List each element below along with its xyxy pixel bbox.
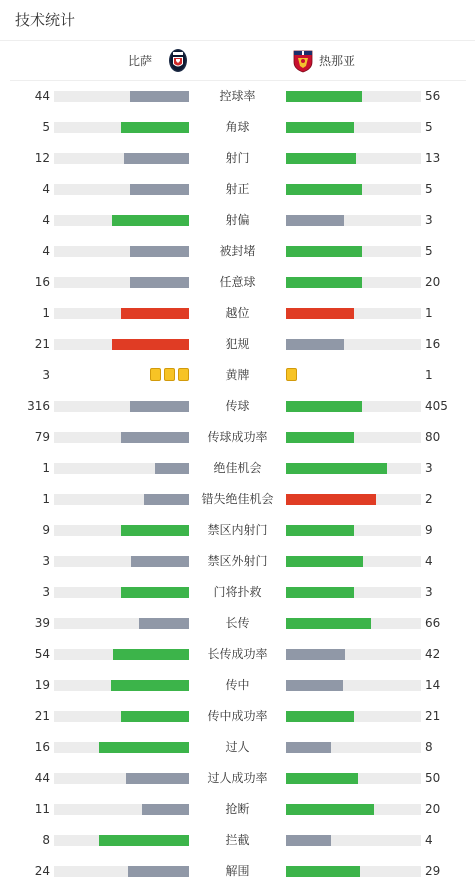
away-stat-value: 16 [425, 337, 441, 351]
home-bar-fill [130, 401, 189, 412]
home-stat-value: 24 [34, 864, 50, 878]
genoa-crest-icon [293, 48, 313, 73]
away-bar-fill [286, 835, 331, 846]
stat-label: 过人 [225, 740, 250, 754]
away-bar-track [286, 618, 421, 629]
away-bar-fill [286, 184, 362, 195]
stat-row [0, 670, 475, 701]
home-bar-fill [121, 711, 189, 722]
home-stat-value: 5 [42, 120, 50, 134]
away-bar-track [286, 835, 421, 846]
home-stat-value: 3 [42, 585, 50, 599]
stat-label: 控球率 [219, 89, 256, 103]
away-bar-fill [286, 804, 374, 815]
stat-row [0, 515, 475, 546]
home-bar-fill [142, 804, 189, 815]
away-bar-fill [286, 556, 363, 567]
home-bar-fill [99, 742, 189, 753]
pisa-crest-icon [168, 48, 188, 73]
home-bar-track [54, 277, 189, 288]
away-bar-track [286, 711, 421, 722]
away-bar-fill [286, 122, 354, 133]
yellow-card-icon [178, 368, 189, 381]
home-bar-fill [130, 246, 189, 257]
home-team-name: 比萨 [127, 54, 152, 68]
stat-row [0, 763, 475, 794]
stat-row [0, 236, 475, 267]
yellow-card-icon [286, 368, 297, 381]
away-stat-value: 5 [425, 182, 433, 196]
home-bar-fill [121, 122, 189, 133]
stat-label: 传中 [225, 678, 250, 692]
home-stat-value: 1 [42, 306, 50, 320]
stat-label: 拦截 [225, 833, 250, 847]
home-bar-track [54, 866, 189, 877]
home-stat-value: 44 [34, 89, 50, 103]
away-stat-value: 3 [425, 585, 433, 599]
away-stat-value: 9 [425, 523, 433, 537]
home-bar-fill [99, 835, 189, 846]
stat-row [0, 701, 475, 732]
stat-label: 射偏 [225, 213, 250, 227]
home-stat-value: 21 [34, 709, 50, 723]
stat-label: 长传 [225, 616, 250, 630]
away-stat-value: 3 [425, 213, 433, 227]
stat-row [0, 422, 475, 453]
stat-label: 射正 [225, 182, 250, 196]
away-bar-fill [286, 339, 344, 350]
stat-label: 射门 [225, 151, 250, 165]
stat-row [0, 577, 475, 608]
home-bar-track [54, 91, 189, 102]
stat-label: 任意球 [219, 275, 256, 289]
away-team-name: 热那亚 [319, 54, 356, 68]
away-stat-value: 21 [425, 709, 441, 723]
home-stat-value: 316 [27, 399, 50, 413]
away-bar-fill [286, 587, 354, 598]
home-bar-fill [128, 866, 189, 877]
home-bar-track [54, 649, 189, 660]
away-bar-fill [286, 618, 371, 629]
home-stat-value: 9 [42, 523, 50, 537]
home-bar-fill [124, 153, 189, 164]
away-bar-track [286, 91, 421, 102]
home-stat-value: 79 [34, 430, 50, 444]
home-bar-track [54, 556, 189, 567]
home-bar-fill [111, 680, 189, 691]
stat-label: 被封堵 [219, 244, 256, 258]
away-bar-track [286, 494, 421, 505]
away-bar-track [286, 525, 421, 536]
away-stat-value: 405 [425, 399, 448, 413]
home-bar-track [54, 246, 189, 257]
away-stat-value: 42 [425, 647, 441, 661]
home-yellow-cards [150, 368, 189, 381]
stat-label: 绝佳机会 [213, 461, 262, 475]
home-bar-track [54, 215, 189, 226]
stat-row [0, 329, 475, 360]
home-bar-track [54, 153, 189, 164]
stat-row [0, 267, 475, 298]
away-bar-fill [286, 773, 358, 784]
page-title: 技术统计 [15, 11, 76, 29]
stat-row [0, 453, 475, 484]
home-stat-value: 4 [42, 182, 50, 196]
stat-label: 传球成功率 [207, 430, 268, 444]
away-stat-value: 4 [425, 833, 433, 847]
stat-label: 错失绝佳机会 [201, 492, 274, 506]
teams-row [10, 41, 466, 81]
stat-row [0, 608, 475, 639]
away-bar-track [286, 680, 421, 691]
home-stat-value: 19 [34, 678, 50, 692]
home-bar-track [54, 835, 189, 846]
home-bar-track [54, 618, 189, 629]
yellow-card-icon [150, 368, 161, 381]
home-bar-track [54, 463, 189, 474]
home-bar-fill [144, 494, 189, 505]
away-bar-fill [286, 153, 356, 164]
stat-label: 黄牌 [225, 368, 250, 382]
home-bar-track [54, 184, 189, 195]
away-bar-track [286, 246, 421, 257]
home-bar-track [54, 804, 189, 815]
home-bar-track [54, 401, 189, 412]
away-bar-track [286, 742, 421, 753]
away-bar-track [286, 401, 421, 412]
stats-header [0, 0, 475, 41]
away-stat-value: 14 [425, 678, 441, 692]
stat-label: 长传成功率 [207, 647, 268, 661]
home-stat-value: 4 [42, 244, 50, 258]
home-bar-fill [121, 432, 189, 443]
away-bar-track [286, 432, 421, 443]
away-bar-track [286, 804, 421, 815]
stat-row [0, 112, 475, 143]
away-bar-fill [286, 401, 362, 412]
away-bar-fill [286, 680, 343, 691]
away-stat-value: 20 [425, 802, 441, 816]
stat-label: 传球 [225, 399, 250, 413]
away-stat-value: 29 [425, 864, 441, 878]
stat-row [0, 143, 475, 174]
home-bar-fill [139, 618, 189, 629]
away-stat-value: 3 [425, 461, 433, 475]
stat-row [0, 856, 475, 887]
home-bar-fill [130, 184, 189, 195]
home-bar-track [54, 122, 189, 133]
home-stat-value: 54 [34, 647, 50, 661]
home-bar-fill [121, 525, 189, 536]
away-bar-fill [286, 711, 354, 722]
away-bar-fill [286, 277, 362, 288]
away-bar-track [286, 339, 421, 350]
away-stat-value: 1 [425, 306, 433, 320]
away-bar-track [286, 866, 421, 877]
stat-label: 犯规 [225, 337, 250, 351]
home-stat-value: 12 [34, 151, 50, 165]
home-bar-fill [131, 556, 189, 567]
away-bar-fill [286, 525, 354, 536]
away-stat-value: 56 [425, 89, 441, 103]
stat-row [0, 794, 475, 825]
away-stat-value: 13 [425, 151, 441, 165]
stat-row [0, 205, 475, 236]
stat-label: 越位 [225, 306, 250, 320]
away-bar-track [286, 184, 421, 195]
stat-label: 门将扑救 [213, 585, 262, 599]
away-bar-fill [286, 215, 344, 226]
stat-row [0, 546, 475, 577]
away-bar-fill [286, 246, 362, 257]
home-stat-value: 21 [34, 337, 50, 351]
home-bar-fill [126, 773, 189, 784]
home-stat-value: 39 [34, 616, 50, 630]
away-bar-track [286, 649, 421, 660]
yellow-card-icon [164, 368, 175, 381]
home-stat-value: 16 [34, 740, 50, 754]
home-bar-track [54, 680, 189, 691]
home-bar-track [54, 525, 189, 536]
stat-row [0, 360, 475, 391]
stat-row [0, 391, 475, 422]
away-stat-value: 5 [425, 120, 433, 134]
stat-label: 禁区外射门 [207, 554, 268, 568]
home-stat-value: 4 [42, 213, 50, 227]
home-bar-fill [112, 215, 189, 226]
home-stat-value: 11 [34, 802, 50, 816]
away-bar-fill [286, 494, 376, 505]
away-bar-track [286, 308, 421, 319]
away-bar-fill [286, 463, 387, 474]
stat-row [0, 81, 475, 112]
away-bar-track [286, 773, 421, 784]
stat-label: 解围 [225, 864, 250, 878]
home-bar-fill [121, 587, 189, 598]
away-bar-track [286, 556, 421, 567]
away-bar-track [286, 277, 421, 288]
away-stat-value: 2 [425, 492, 433, 506]
home-bar-track [54, 308, 189, 319]
home-bar-track [54, 432, 189, 443]
stat-row [0, 639, 475, 670]
away-stat-value: 20 [425, 275, 441, 289]
home-bar-track [54, 587, 189, 598]
home-bar-fill [121, 308, 189, 319]
stat-row [0, 825, 475, 856]
stat-label: 角球 [225, 120, 250, 134]
home-stat-value: 1 [42, 492, 50, 506]
home-bar-track [54, 742, 189, 753]
away-stat-value: 66 [425, 616, 441, 630]
stat-label: 传中成功率 [207, 709, 268, 723]
home-bar-fill [130, 277, 189, 288]
stat-row [0, 174, 475, 205]
away-bar-fill [286, 432, 354, 443]
stat-row [0, 298, 475, 329]
home-stat-value: 44 [34, 771, 50, 785]
away-bar-track [286, 122, 421, 133]
stat-label: 禁区内射门 [207, 523, 268, 537]
stat-row [0, 732, 475, 763]
away-bar-fill [286, 866, 360, 877]
home-bar-fill [155, 463, 189, 474]
home-bar-track [54, 711, 189, 722]
away-bar-fill [286, 91, 362, 102]
stat-label: 过人成功率 [207, 771, 268, 785]
home-bar-fill [113, 649, 189, 660]
away-yellow-cards [286, 368, 297, 381]
home-stat-value: 16 [34, 275, 50, 289]
away-bar-track [286, 463, 421, 474]
away-stat-value: 1 [425, 368, 433, 382]
home-stat-value: 3 [42, 554, 50, 568]
away-bar-fill [286, 308, 354, 319]
away-stat-value: 80 [425, 430, 441, 444]
away-stat-value: 4 [425, 554, 433, 568]
home-bar-fill [112, 339, 189, 350]
home-stat-value: 8 [42, 833, 50, 847]
away-bar-fill [286, 649, 345, 660]
stat-label: 抢断 [225, 802, 250, 816]
away-bar-track [286, 215, 421, 226]
away-bar-track [286, 587, 421, 598]
away-bar-track [286, 153, 421, 164]
stat-row [0, 484, 475, 515]
away-stat-value: 50 [425, 771, 441, 785]
home-stat-value: 1 [42, 461, 50, 475]
home-bar-track [54, 494, 189, 505]
home-bar-track [54, 773, 189, 784]
away-stat-value: 5 [425, 244, 433, 258]
home-bar-track [54, 339, 189, 350]
away-bar-fill [286, 742, 331, 753]
away-stat-value: 8 [425, 740, 433, 754]
home-bar-fill [130, 91, 189, 102]
home-stat-value: 3 [42, 368, 50, 382]
